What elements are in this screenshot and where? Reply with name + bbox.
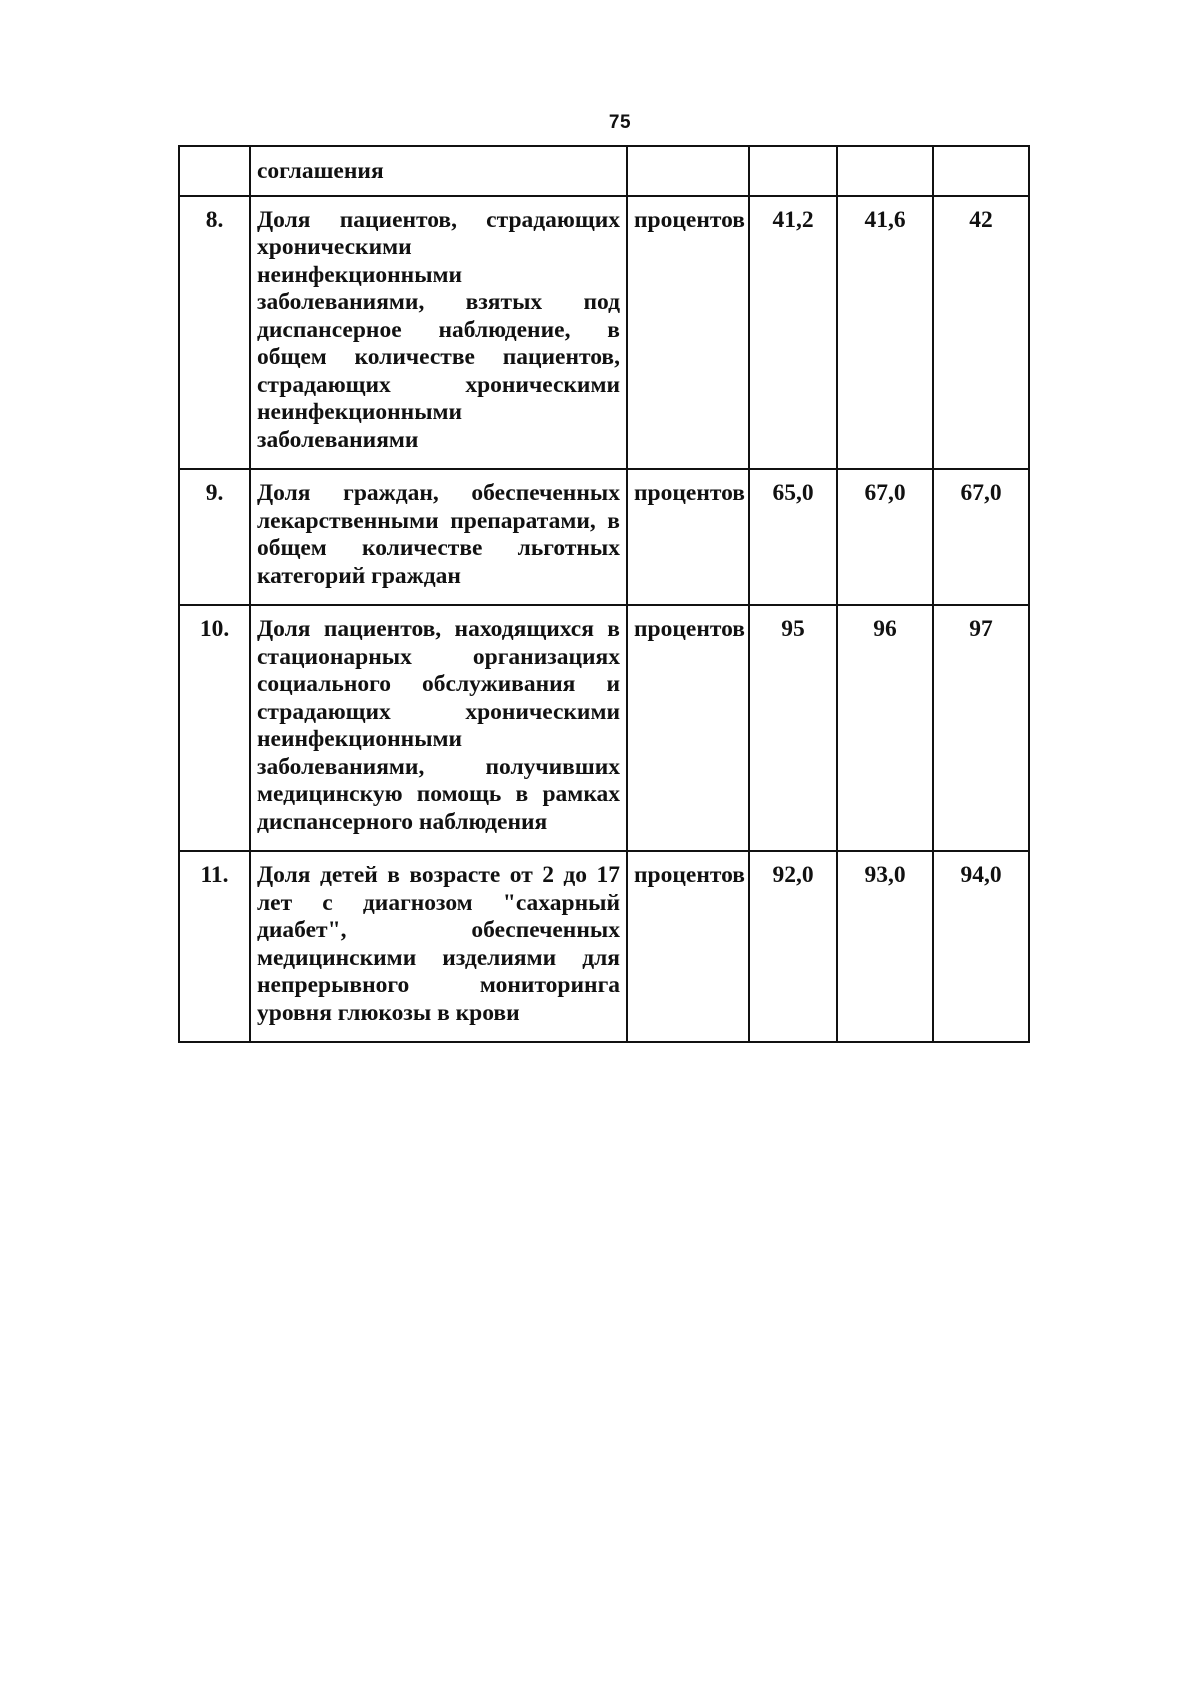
row-number-cell: 11. — [179, 851, 250, 1042]
row-number-cell: 10. — [179, 605, 250, 851]
unit-cell — [627, 146, 749, 196]
value-cell-2: 96 — [837, 605, 933, 851]
table-row — [179, 469, 1029, 605]
indicators-table — [178, 145, 1030, 1043]
value-cell-3 — [933, 146, 1029, 196]
unit-cell: процентов — [627, 605, 749, 851]
value-cell-2: 93,0 — [837, 851, 933, 1042]
value-cell-2: 67,0 — [837, 469, 933, 605]
value-cell-1: 41,2 — [749, 196, 837, 470]
table-row — [179, 146, 1029, 196]
value-cell-2: 41,6 — [837, 196, 933, 470]
indicator-name-cell: Доля пациентов, страдающих хроническими неинфекционными заболеваниями, взятых под диспансерное наблюдение, в общем количестве пациентов, страдающих хроническими неинфекционными заболеваниями — [250, 196, 627, 470]
indicator-name-cell: Доля граждан, обеспеченных лекарственными препаратами, в общем количестве льготных категорий граждан — [250, 469, 627, 605]
value-cell-1 — [749, 146, 837, 196]
value-cell-1: 92,0 — [749, 851, 837, 1042]
table-row — [179, 605, 1029, 851]
indicator-name-cell: соглашения — [250, 146, 627, 196]
indicator-name-cell: Доля пациентов, находящихся в стационарных организациях социального обслуживания и страдающих хроническими неинфекционными заболеваниями, получивших медицинскую помощь в рамках диспансерного наблюдения — [250, 605, 627, 851]
row-number-cell: 8. — [179, 196, 250, 470]
row-number-cell: 9. — [179, 469, 250, 605]
table-row — [179, 851, 1029, 1042]
value-cell-1: 65,0 — [749, 469, 837, 605]
unit-cell: процентов — [627, 196, 749, 470]
value-cell-2 — [837, 146, 933, 196]
value-cell-3: 67,0 — [933, 469, 1029, 605]
value-cell-1: 95 — [749, 605, 837, 851]
unit-cell: процентов — [627, 851, 749, 1042]
table-row — [179, 196, 1029, 470]
value-cell-3: 94,0 — [933, 851, 1029, 1042]
indicator-name-cell: Доля детей в возрасте от 2 до 17 лет с диагнозом "сахарный диабет", обеспеченных медицинскими изделиями для непрерывного мониторинга уровня глюкозы в крови — [250, 851, 627, 1042]
row-number-cell — [179, 146, 250, 196]
page-number: 75 — [608, 112, 632, 133]
value-cell-3: 97 — [933, 605, 1029, 851]
unit-cell: процентов — [627, 469, 749, 605]
value-cell-3: 42 — [933, 196, 1029, 470]
